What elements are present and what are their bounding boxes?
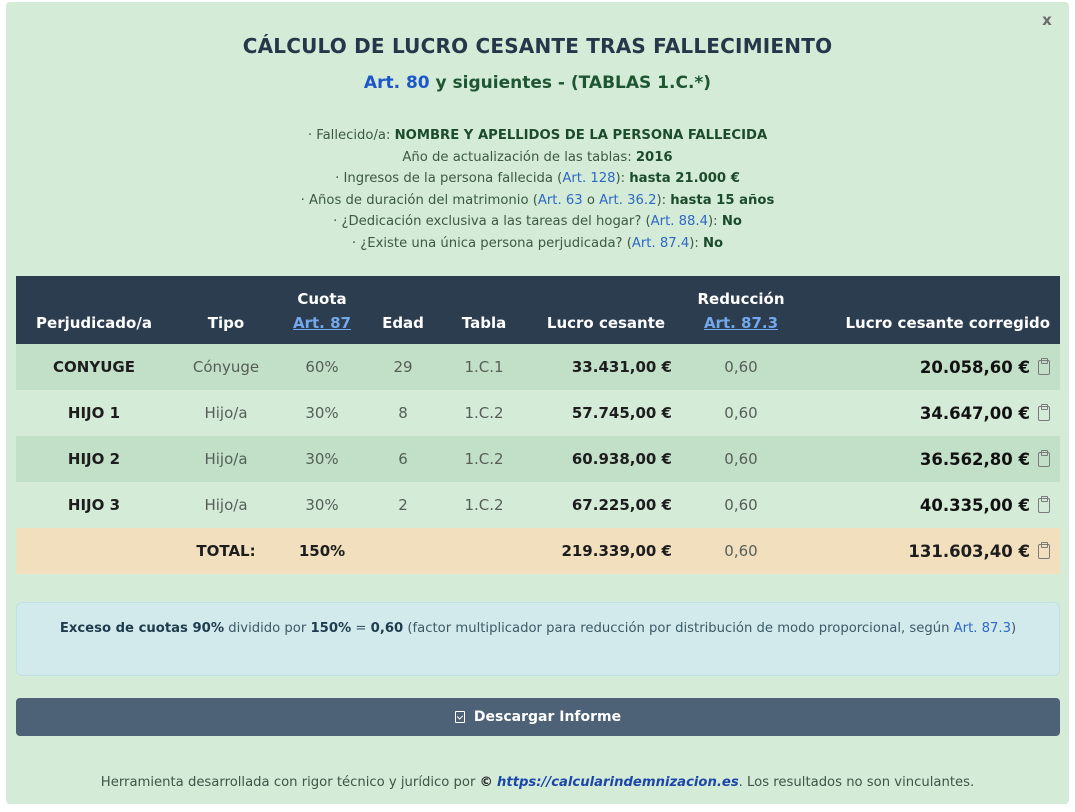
cell-name: CONYUGE [53,358,135,376]
cell-edad: 6 [398,450,408,468]
cell-tabla: 1.C.2 [464,450,504,468]
cell-reduccion: 0,60 [724,450,758,468]
total-lucro: 219.339,00 € [561,542,672,560]
col-cuota-label: Cuota [297,290,347,308]
info-sep: o [582,192,600,208]
lucro-cesante-modal [6,2,1069,804]
cell-empty [442,528,526,574]
info-value: NOMBRE Y APELLIDOS DE LA PERSONA FALLECIDA [394,128,768,143]
site-link[interactable]: https://calcularindemnizacion.es [497,775,739,790]
col-reduccion [686,276,796,344]
cell-edad: 8 [398,404,408,422]
col-edad: Edad [382,314,424,332]
art-63-link[interactable]: Art. 63 [537,192,583,208]
total-corregido [796,528,1060,574]
art-87-4-link[interactable]: Art. 87.4 [631,235,690,251]
cell-tipo: Hijo/a [204,496,248,514]
art-87-link[interactable]: Art. 87 [293,314,351,332]
cell-edad: 29 [393,358,413,376]
col-corregido: Lucro cesante corregido [845,314,1050,332]
table-row [16,344,1060,390]
cell-tipo: Hijo/a [204,450,248,468]
reduction-note [16,602,1060,676]
info-value: 2016 [635,149,673,165]
art-87-3-note-link[interactable]: Art. 87.3 [953,621,1012,636]
cell-lucro: 67.225,00 € [571,496,672,514]
clipboard-icon[interactable] [1038,406,1050,421]
art-36-2-link[interactable]: Art. 36.2 [599,192,657,208]
cell-empty [16,528,172,574]
lucro-table [16,276,1060,574]
info-label: · Fallecido/a: [307,128,395,143]
note-text: dividido por [224,621,311,636]
cell-lucro: 57.745,00 € [571,404,672,422]
col-cuota [280,276,364,344]
info-ingresos [6,168,1069,190]
page-subtitle [6,73,1069,93]
cell-reduccion: 0,60 [724,358,758,376]
cell-corregido [796,482,1060,528]
clipboard-icon[interactable] [1038,360,1050,375]
table-header-row [16,276,1060,344]
info-sep: ): [656,192,671,208]
col-reduccion-label: Reducción [697,290,785,308]
total-label: TOTAL: [196,542,256,560]
cell-tabla: 1.C.2 [464,496,504,514]
col-perjudicado: Perjudicado/a [36,314,152,332]
info-label: · ¿Existe una única persona perjudicada? ( [351,235,632,251]
art-128-link[interactable]: Art. 128 [562,171,616,187]
clipboard-icon[interactable] [1038,452,1050,467]
art-88-4-link[interactable]: Art. 88.4 [650,214,709,230]
corregido-value: 36.562,80 € [919,449,1030,469]
info-label: Año de actualización de las tablas: [402,149,636,165]
art-80-link[interactable]: Art. 80 [363,73,430,93]
info-unica [6,233,1069,255]
cell-lucro: 33.431,00 € [571,358,672,376]
note-text: ) [1011,621,1017,636]
corregido-value: 34.647,00 € [919,403,1030,423]
corregido-value: 131.603,40 € [908,541,1030,561]
art-87-3-link[interactable]: Art. 87.3 [703,314,779,332]
total-reduccion: 0,60 [724,542,758,560]
cell-cuota: 30% [305,496,339,514]
copyright-symbol: © [479,775,493,790]
note-pct: 150% [310,621,352,636]
cell-tipo: Hijo/a [204,404,248,422]
cell-tabla: 1.C.1 [464,358,504,376]
info-anio [6,147,1069,169]
info-label: · Ingresos de la persona fallecida ( [335,171,563,187]
info-label: · Años de duración del matrimonio ( [300,192,538,208]
corregido-value: 40.335,00 € [919,495,1030,515]
cell-corregido [796,436,1060,482]
cell-cuota: 30% [305,404,339,422]
col-lucro: Lucro cesante [546,314,666,332]
cell-name: HIJO 2 [67,450,121,468]
info-sep: ): [708,214,722,230]
cell-lucro: 60.938,00 € [571,450,672,468]
footer-text: Herramienta desarrollada con rigor técnico y jurídico por [100,775,480,790]
table-row [16,436,1060,482]
cell-empty [364,528,442,574]
info-value: No [721,214,742,230]
download-file-icon [455,711,465,723]
info-fallecido [6,125,1069,147]
page-title: CÁLCULO DE LUCRO CESANTE TRAS FALLECIMIENTO [242,34,833,58]
cell-corregido [796,344,1060,390]
subtitle-rest: y siguientes - (TABLAS 1.C.*) [429,73,712,93]
table-row [16,482,1060,528]
case-info [6,125,1069,255]
cell-cuota: 30% [305,450,339,468]
total-cuota: 150% [298,542,346,560]
info-sep: ): [615,171,630,187]
cell-tabla: 1.C.2 [464,404,504,422]
clipboard-icon[interactable] [1038,544,1050,559]
download-report-button[interactable] [16,698,1060,736]
col-tabla: Tabla [461,314,507,332]
corregido-value: 20.058,60 € [919,357,1030,377]
cell-edad: 2 [398,496,408,514]
info-sep: ): [689,235,704,251]
note-text: (factor multiplicador para reducción por distribución de modo proporcional, según [403,621,954,636]
close-button[interactable]: x [1042,11,1052,29]
info-label: · ¿Dedicación exclusiva a las tareas del hogar? ( [333,214,651,230]
footer-text: . Los resultados no son vinculantes. [738,775,975,790]
cell-reduccion: 0,60 [724,496,758,514]
table-row [16,390,1060,436]
cell-cuota: 60% [305,358,339,376]
clipboard-icon[interactable] [1038,498,1050,513]
cell-name: HIJO 1 [67,404,121,422]
info-value: No [703,235,724,251]
note-exceso: Exceso de cuotas 90% [59,621,225,636]
cell-reduccion: 0,60 [724,404,758,422]
note-factor: 0,60 [370,621,404,636]
info-value: hasta 15 años [670,192,775,208]
cell-corregido [796,390,1060,436]
info-matrimonio [6,190,1069,212]
footer [6,775,1069,790]
col-tipo: Tipo [207,314,245,332]
download-label: Descargar Informe [473,709,622,725]
info-hogar [6,211,1069,233]
cell-name: HIJO 3 [67,496,121,514]
total-row [16,528,1060,574]
cell-tipo: Cónyuge [192,358,260,376]
info-value: hasta 21.000 € [629,171,740,187]
note-text: = [351,621,371,636]
